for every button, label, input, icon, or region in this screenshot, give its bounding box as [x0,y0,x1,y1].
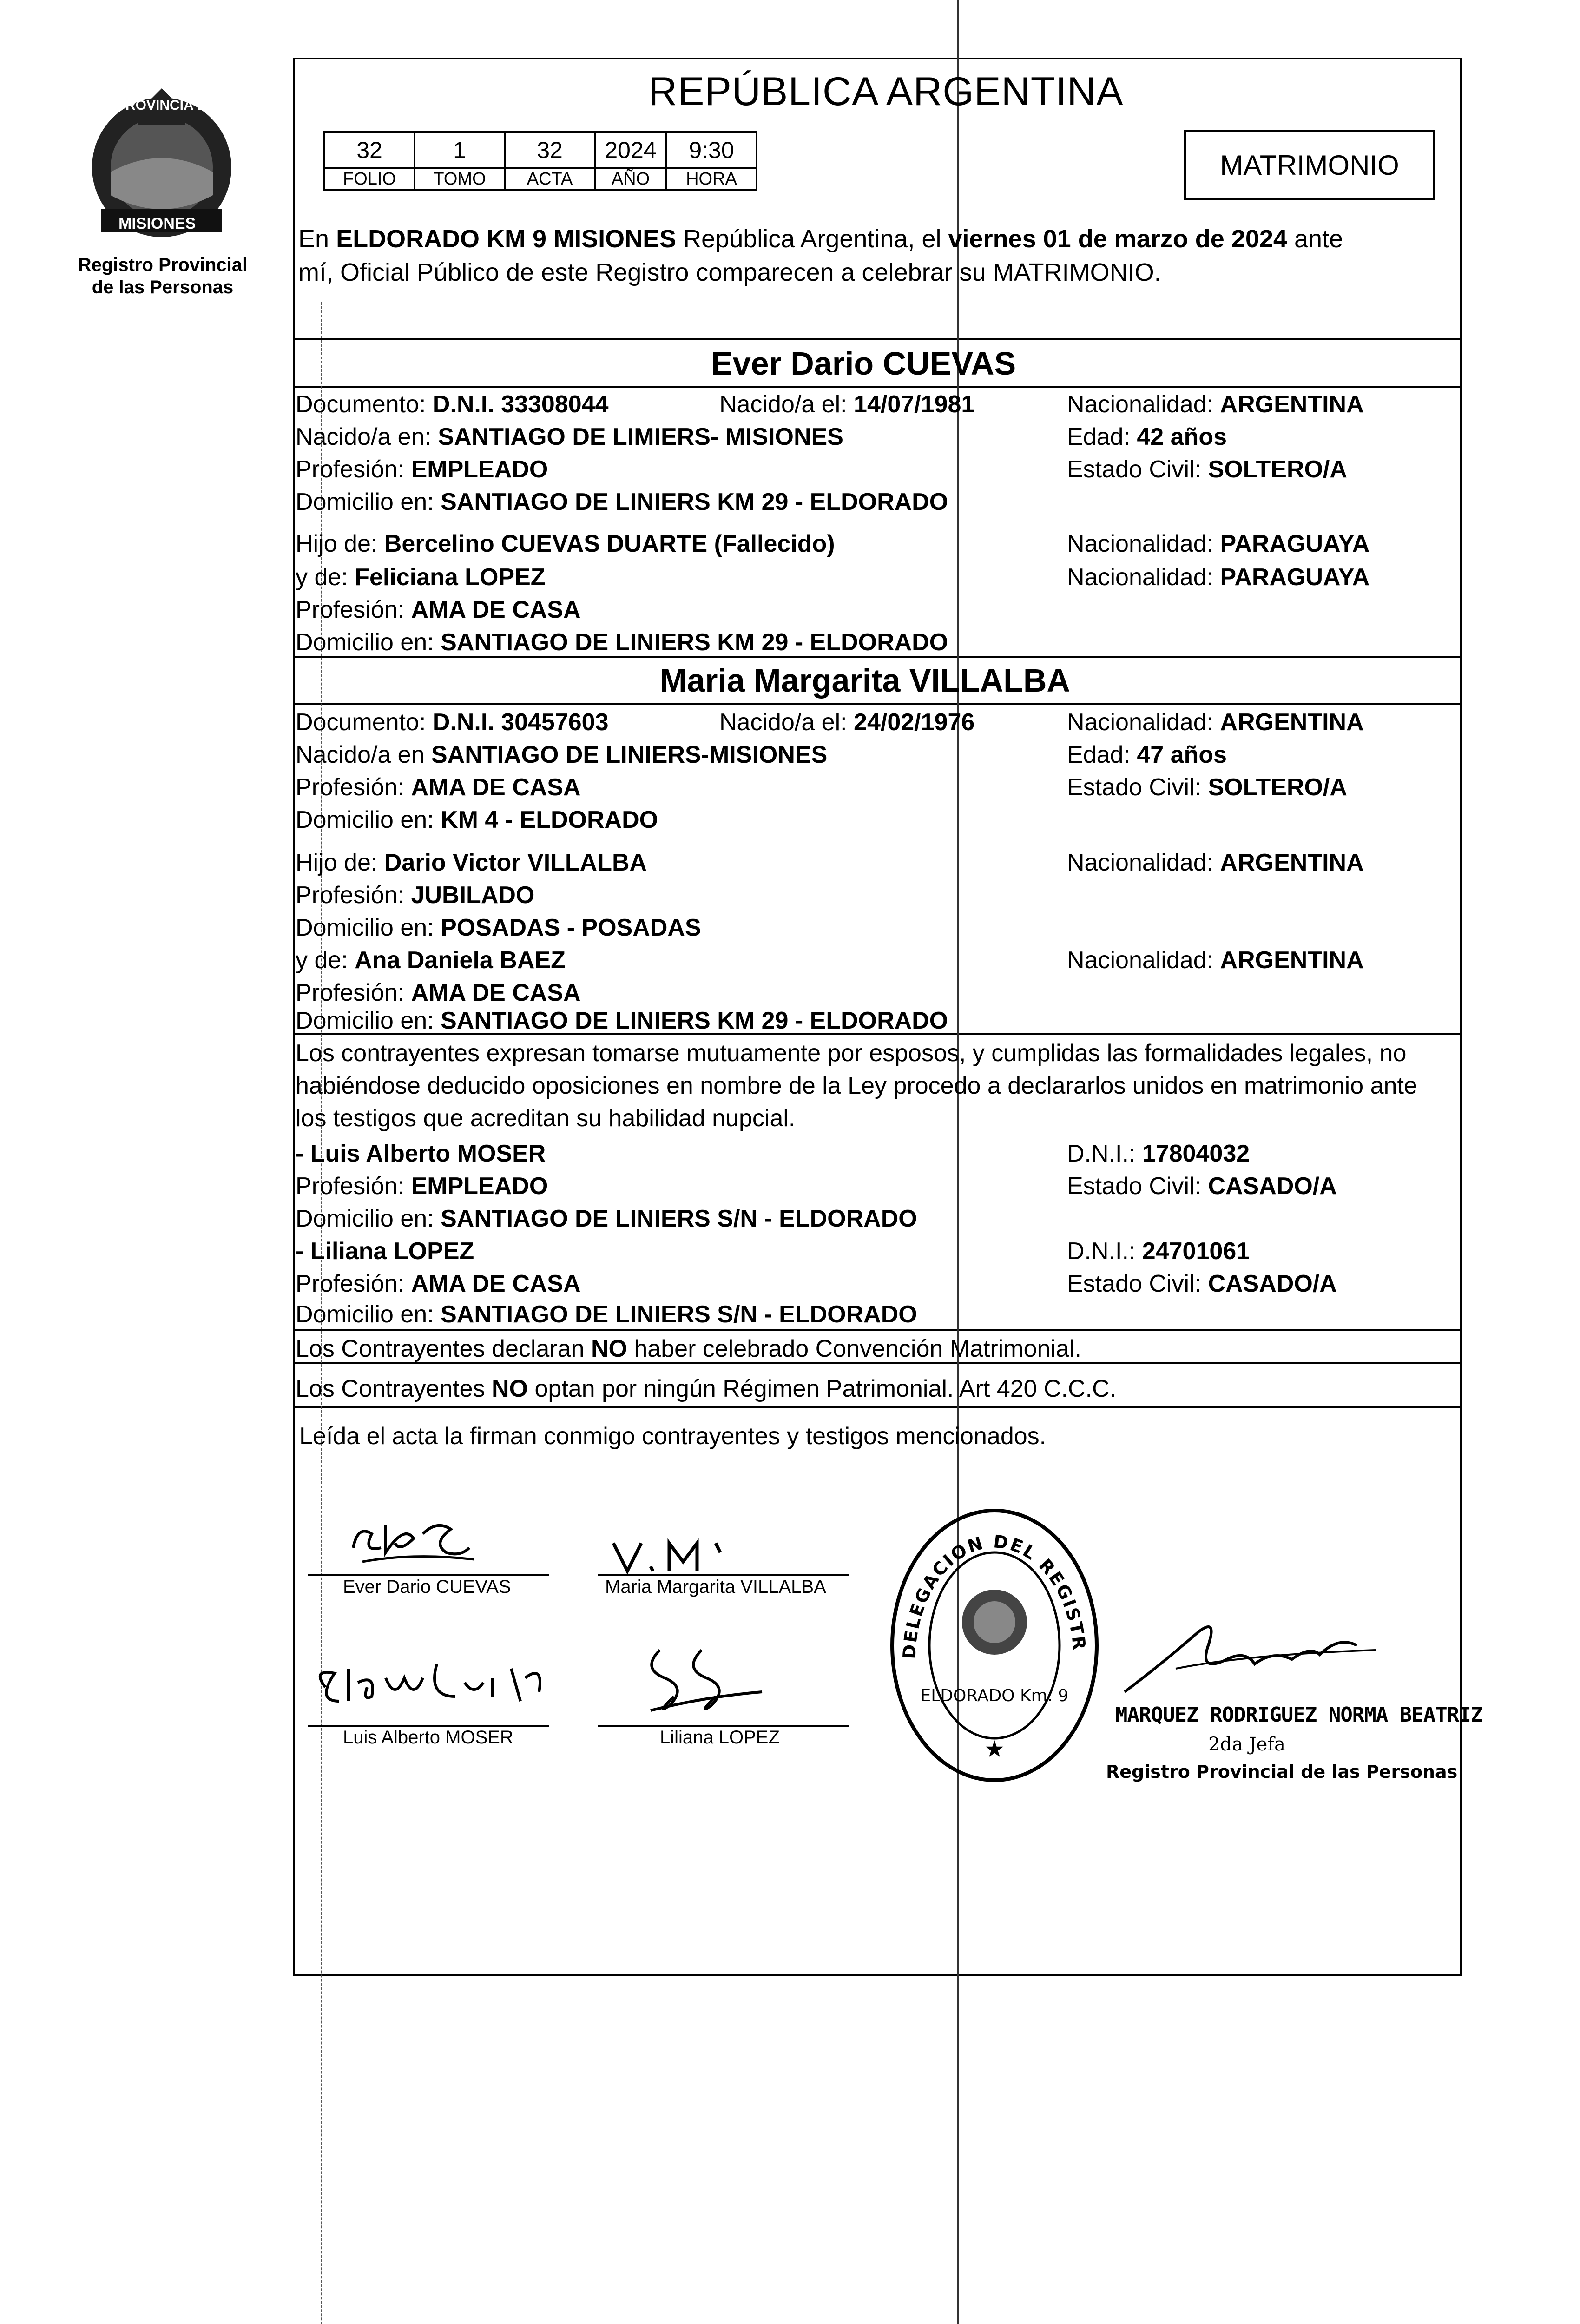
act-type-box [1184,130,1435,200]
declaration-line-3: los testigos que acreditan su habilidad nupcial. [296,1105,796,1132]
registry-seal [883,1506,1106,1789]
witness1-civil: Estado Civil: CASADO/A [1067,1173,1337,1200]
witness2-job: Profesión: AMA DE CASA [296,1270,581,1297]
logo-text-top: PROVINCIA DE [116,98,217,113]
act-type: MATRIMONIO [1220,149,1399,181]
intro-line-2: mí, Oficial Público de este Registro comparecen a celebrar su MATRIMONIO. [298,258,1161,286]
bride-father: Hijo de: Dario Victor VILLALBA [296,849,647,876]
witness1-signature-icon [307,1650,567,1724]
bride-signature-icon [604,1529,744,1576]
bride-mother-job: Profesión: AMA DE CASA [296,979,581,1006]
intro-suffix: ante [1287,225,1343,253]
groom-mother-nat: Nacionalidad: PARAGUAYA [1067,564,1370,591]
hora-label: HORA [666,168,757,190]
intro-place: ELDORADO KM 9 MISIONES [336,225,677,253]
bride-father-home: Domicilio en: POSADAS - POSADAS [296,914,701,941]
rule-before-bride [293,656,1462,658]
hora-value: 9:30 [666,132,757,168]
witness2-dni: D.N.I.: 24701061 [1067,1238,1250,1265]
logo-text-bottom: MISIONES [118,215,196,232]
page-title: REPÚBLICA ARGENTINA [648,69,1124,114]
intro-mid: República Argentina, el [676,225,948,253]
witness2-signature-icon [632,1641,781,1724]
groom-mother-job: Profesión: AMA DE CASA [296,596,581,623]
official-office: Registro Provincial de las Personas [1106,1762,1458,1782]
intro-prefix: En [298,225,336,253]
regime-line-2: Los Contrayentes NO optan por ningún Régimen Patrimonial. Art 420 C.C.C. [296,1375,1117,1402]
groom-father: Hijo de: Bercelino CUEVAS DUARTE (Fallecido) [296,530,835,557]
svg-text:★: ★ [984,1736,1005,1763]
witness2-civil: Estado Civil: CASADO/A [1067,1270,1337,1297]
groom-signature-label: Ever Dario CUEVAS [343,1577,511,1597]
declaration-line-2: habiéndose deducido oposiciones en nombre de la Ley procedo a declararlos unidos en matrimonio ante [296,1072,1417,1099]
bride-father-nat: Nacionalidad: ARGENTINA [1067,849,1364,876]
folio-label: FOLIO [324,168,415,190]
tomo-value: 1 [415,132,505,168]
tomo-label: TOMO [415,168,505,190]
witness1-home: Domicilio en: SANTIAGO DE LINIERS S/N - ELDORADO [296,1205,917,1232]
seal-icon [883,1506,1106,1789]
ano-label: AÑO [595,168,666,190]
witness1-signature-label: Luis Alberto MOSER [343,1727,514,1748]
bride-civil: Estado Civil: SOLTERO/A [1067,774,1347,801]
bride-doc: Documento: D.N.I. 30457603 [296,709,609,736]
bride-mother-nat: Nacionalidad: ARGENTINA [1067,947,1364,974]
declaration-line-1: Los contrayentes expresan tomarse mutuamente por esposos, y cumplidas las formalidades legales, no [296,1040,1407,1067]
groom-birthplace: Nacido/a en: SANTIAGO DE LIMIERS- MISIONES [296,423,843,450]
closing-text: Leída el acta la firman conmigo contrayentes y testigos mencionados. [299,1423,1047,1450]
rule-after-groom-name [293,386,1462,388]
bride-born: Nacido/a el: 24/02/1976 [719,709,975,736]
bride-signature-label: Maria Margarita VILLALBA [605,1577,826,1597]
acta-label: ACTA [505,168,595,190]
bride-age: Edad: 47 años [1067,741,1227,768]
witness2-signature-label: Liliana LOPEZ [660,1727,780,1748]
bride-mother-home: Domicilio en: SANTIAGO DE LINIERS KM 29 - ELDORADO [296,1007,948,1034]
groom-signature-icon [344,1506,483,1576]
groom-father-nat: Nacionalidad: PARAGUAYA [1067,530,1370,557]
witness2-home: Domicilio en: SANTIAGO DE LINIERS S/N - ELDORADO [296,1301,917,1328]
bride-signature-line [598,1574,849,1576]
rule-before-closing [293,1406,1462,1408]
bride-home: Domicilio en: KM 4 - ELDORADO [296,806,658,833]
groom-age: Edad: 42 años [1067,423,1227,450]
official-name: MARQUEZ RODRIGUEZ NORMA BEATRIZ [1115,1703,1483,1727]
bride-job: Profesión: AMA DE CASA [296,774,581,801]
bride-birthplace: Nacido/a en SANTIAGO DE LINIERS-MISIONES [296,741,828,768]
record-table [323,131,757,191]
acta-value: 32 [505,132,595,168]
groom-mother-home: Domicilio en: SANTIAGO DE LINIERS KM 29 - ELDORADO [296,629,948,656]
bride-father-job: Profesión: JUBILADO [296,882,535,909]
groom-mother: y de: Feliciana LOPEZ [296,564,546,591]
witness1-name: - Luis Alberto MOSER [296,1140,546,1167]
witness1-dni: D.N.I.: 17804032 [1067,1140,1250,1167]
bride-mother: y de: Ana Daniela BAEZ [296,947,566,974]
groom-home: Domicilio en: SANTIAGO DE LINIERS KM 29 - ELDORADO [296,489,948,515]
rule-before-regime [293,1329,1462,1331]
groom-name: Ever Dario CUEVAS [711,345,1016,382]
groom-civil: Estado Civil: SOLTERO/A [1067,456,1347,483]
registry-name-2: de las Personas [92,277,234,297]
official-role: 2da Jefa [1208,1734,1285,1755]
ano-value: 2024 [595,132,666,168]
seal-center-text: ELDORADO Km. 9 [920,1686,1069,1705]
seal-ring-text: DELEGACION DEL REGISTR [899,1531,1090,1660]
intro-date: viernes 01 de marzo de 2024 [948,225,1287,253]
bride-nat: Nacionalidad: ARGENTINA [1067,709,1364,736]
folio-value: 32 [324,132,415,168]
rule-after-intro [293,338,1462,340]
bride-name: Maria Margarita VILLALBA [660,662,1070,699]
intro-line-1 [298,225,1343,253]
groom-doc: Documento: D.N.I. 33308044 [296,391,609,418]
groom-job: Profesión: EMPLEADO [296,456,548,483]
groom-signature-line [308,1574,549,1576]
groom-nat: Nacionalidad: ARGENTINA [1067,391,1364,418]
regime-line-1: Los Contrayentes declaran NO haber celebrado Convención Matrimonial. [296,1335,1081,1362]
registry-name-1: Registro Provincial [78,255,248,275]
official-signature-icon [1106,1608,1394,1701]
rule-after-bride-name [293,703,1462,705]
witness1-job: Profesión: EMPLEADO [296,1173,548,1200]
witness2-name: - Liliana LOPEZ [296,1238,474,1265]
groom-born: Nacido/a el: 14/07/1981 [719,391,975,418]
